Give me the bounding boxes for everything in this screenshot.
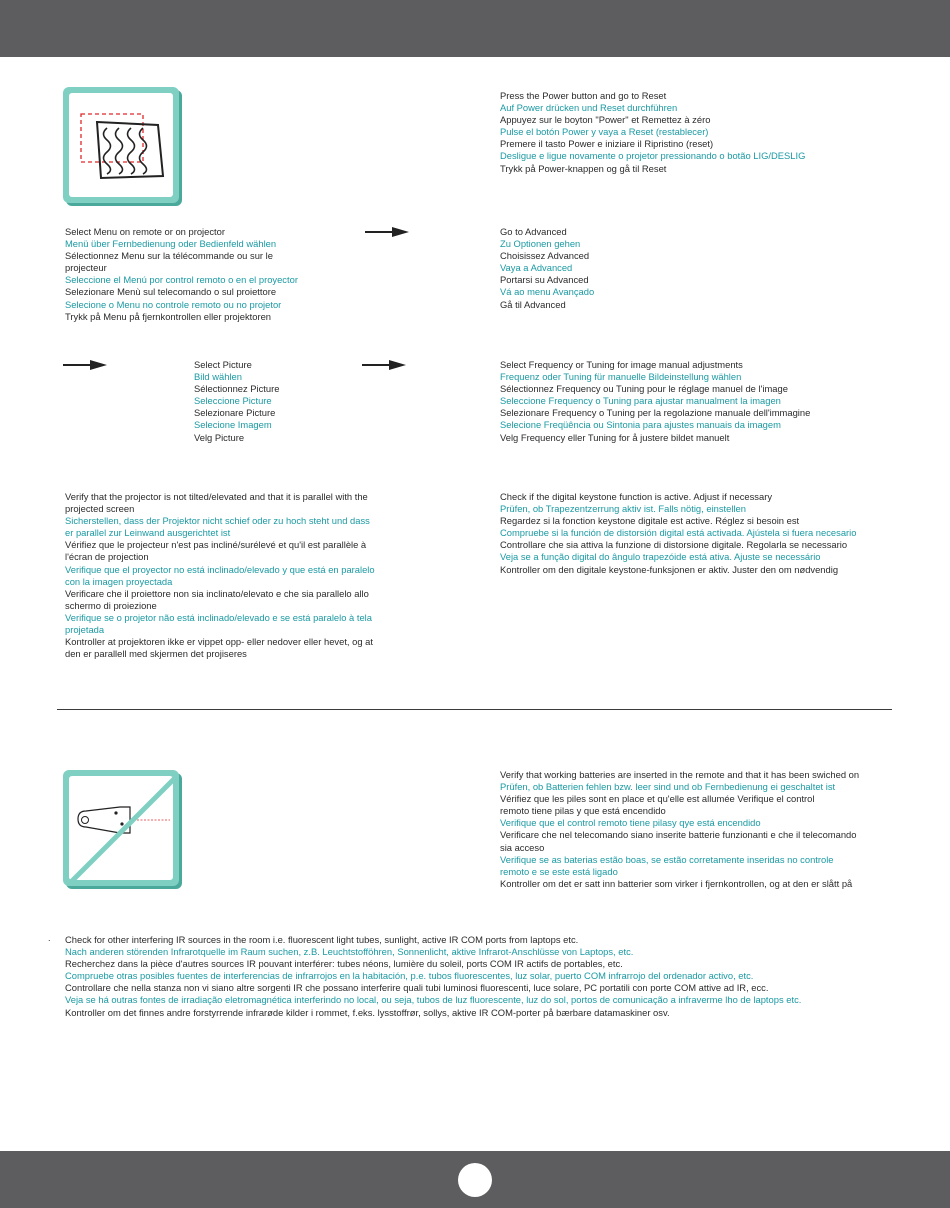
text-line: Sicherstellen, dass der Projektor nicht schief oder zu hoch steht und dass	[65, 515, 370, 527]
text-line: Menü über Fernbedienung oder Bedienfeld wählen	[65, 238, 277, 250]
text-line: sia acceso	[500, 841, 545, 853]
text-line: Bild wählen	[194, 371, 242, 383]
text-line: Trykk på Menu på fjernkontrollen eller projektoren	[65, 310, 272, 322]
text-line: Selezionare Picture	[194, 407, 276, 419]
text-line: Trykk på Power-knappen og gå til Reset	[500, 162, 667, 174]
arrow-right-icon	[364, 226, 410, 238]
text-line: Veja se a função digital do ângulo trapezóide está ativa. Ajuste se necessário	[500, 551, 821, 563]
text-line: Controllare che sia attiva la funzione di distorsione digitale. Regolarla se necessario	[500, 539, 848, 551]
text-line: Verify that working batteries are inserted in the remote and that it has been swiched on	[500, 769, 860, 780]
text-line: Verifique que el control remoto tiene pilasy qye está encendido	[500, 817, 761, 829]
crossed-remote-icon	[62, 769, 184, 891]
battery-steps	[500, 769, 859, 890]
section-divider	[57, 709, 892, 710]
arrow-right-icon	[62, 359, 108, 371]
text-line: Vérifiez que les piles sont en place et qu'elle est allumée Verifique el control	[500, 793, 815, 805]
text-line: Selezionare Menù sul telecomando o sul proiettore	[65, 286, 277, 298]
text-line: Gå til Advanced	[500, 298, 566, 310]
text-line: Check if the digital keystone function is active. Adjust if necessary	[500, 491, 773, 502]
text-line: Velg Frequency eller Tuning for å justere bildet manuelt	[500, 431, 730, 443]
text-line: Kontroller om det finnes andre forstyrrende infrarøde kilder i rommet, f.eks. lysstoffrør, sollys, aktive IR COM-porter på bærbare datamaskiner osv.	[65, 1006, 670, 1018]
text-line: Pulse el botón Power y vaya a Reset (restablecer)	[500, 126, 709, 138]
select-picture-steps	[194, 359, 279, 444]
text-line: schermo di proiezione	[65, 599, 157, 611]
text-line: Verificare che nel telecomando siano inserite batterie funzionanti e che il telecomando	[500, 829, 857, 841]
text-line: Selecione Imagem	[194, 419, 272, 431]
text-line: Check for other interfering IR sources in the room i.e. fluorescent light tubes, sunlight, active IR COM ports from laptops etc.	[65, 934, 579, 945]
text-line: den er parallell med skjermen det projiseres	[65, 648, 247, 660]
text-line: Recherchez dans la pièce d'autres sources IR pouvant interférer: tubes néons, lumière du soleil, ports COM IR actifs de portables, etc.	[65, 958, 623, 970]
verify-projector-steps	[65, 491, 375, 660]
text-line: remoto tiene pilas y que está encendido	[500, 805, 666, 817]
text-line: Regardez si la fonction keystone digitale est active. Réglez si besoin est	[500, 515, 800, 527]
text-line: Selecione Freqüência ou Sintonia para ajustes manuais da imagem	[500, 419, 781, 431]
text-line: Seleccione el Menú por control remoto o en el proyector	[65, 274, 298, 286]
text-line: l'écran de projection	[65, 551, 149, 563]
text-line: Verifique se as baterias estão boas, se estão corretamente inseridas no controle	[500, 853, 834, 865]
text-line: Zu Optionen gehen	[500, 238, 581, 250]
ir-source-steps	[65, 934, 801, 1019]
text-line: Prüfen, ob Trapezentzerrung aktiv ist. Falls nötig, einstellen	[500, 503, 746, 515]
text-line: Compruebe otras posibles fuentes de interferencias de infrarrojos en la habitación, p.e. tubos fluorescentes, luz solar, puerto COM infrarrojo del ordenador activo, etc.	[65, 970, 754, 982]
text-line: con la imagen proyectada	[65, 575, 173, 587]
text-line: Kontroller at projektoren ikke er vippet opp- eller nedover eller hevet, og at	[65, 636, 373, 648]
text-line: Go to Advanced	[500, 226, 567, 237]
text-line: Sélectionnez Frequency ou Tuning pour le réglage manuel de l'image	[500, 383, 788, 395]
text-line: Verifique que el proyector no está inclinado/elevado y que está en paralelo	[65, 563, 375, 575]
reset-steps	[500, 90, 805, 175]
text-line: Sélectionnez Picture	[194, 383, 280, 395]
text-line: Veja se há outras fontes de irradiação eletromagnética interferindo no local, ou seja, tubos de luz fluorescente, luz do sol, portos de comunicação a infraverme lho de laptops etc.	[65, 994, 802, 1006]
text-line: Verifique se o projetor não está inclinado/elevado e se está paralelo à tela	[65, 611, 372, 623]
text-line: Kontroller om det er satt inn batterier som virker i fjernkontrollen, og at den er slått på	[500, 877, 853, 889]
text-line: Prüfen, ob Batterien fehlen bzw. leer sind und ob Fernbedienung ei geschaltet ist	[500, 781, 836, 793]
text-line: Selecione o Menu no controle remoto ou no projetor	[65, 298, 282, 310]
bullet-mark: .	[48, 933, 51, 943]
text-line: Frequenz oder Tuning für manuelle Bildeinstellung wählen	[500, 371, 742, 383]
text-line: Portarsi su Advanced	[500, 274, 589, 286]
text-line: Vá ao menu Avançado	[500, 286, 595, 298]
select-menu-steps	[65, 226, 298, 323]
text-line: Choisissez Advanced	[500, 250, 590, 262]
text-line: Auf Power drücken und Reset durchführen	[500, 102, 678, 114]
text-line: Select Picture	[194, 359, 252, 370]
text-line: Press the Power button and go to Reset	[500, 90, 667, 101]
text-line: Verificare che il proiettore non sia inclinato/elevato e che sia parallelo allo	[65, 587, 369, 599]
text-line: Vaya a Advanced	[500, 262, 573, 274]
text-line: Verify that the projector is not tilted/elevated and that it is parallel with the	[65, 491, 368, 502]
text-line: Select Frequency or Tuning for image manual adjustments	[500, 359, 743, 370]
text-line: Appuyez sur le boyton "Power" et Remettez à zéro	[500, 114, 711, 126]
text-line: Selezionare Frequency o Tuning per la regolazione manuale dell'immagine	[500, 407, 811, 419]
go-advanced-steps	[500, 226, 594, 311]
text-line: er parallel zur Leinwand ausgerichtet ist	[65, 527, 231, 539]
text-line: projetada	[65, 624, 105, 636]
text-line: projecteur	[65, 262, 107, 274]
arrow-right-icon	[361, 359, 407, 371]
text-line: Seleccione Picture	[194, 395, 272, 407]
header-bar	[0, 0, 950, 57]
text-line: Sélectionnez Menu sur la télécommande ou sur le	[65, 250, 273, 262]
wavy-screen-icon	[62, 86, 184, 208]
text-line: Premere il tasto Power e iniziare il Ripristino (reset)	[500, 138, 714, 150]
text-line: Controllare che nella stanza non vi siano altre sorgenti IR che possano interferire quali tubi luminosi fluorescenti, luce solare, PC portatili con porte COM attive ad IR, ecc.	[65, 982, 769, 994]
text-line: projected screen	[65, 503, 135, 515]
text-line: Select Menu on remote or on projector	[65, 226, 225, 237]
text-line: Desligue e ligue novamente o projetor pressionando o botão LIG/DESLIG	[500, 150, 806, 162]
select-frequency-steps	[500, 359, 810, 444]
text-line: remoto e se este está ligado	[500, 865, 618, 877]
text-line: Kontroller om den digitale keystone-funksjonen er aktiv. Juster den om nødvendig	[500, 563, 839, 575]
text-line: Vérifiez que le projecteur n'est pas incliné/surélevé et qu'il est parallèle à	[65, 539, 367, 551]
text-line: Seleccione Frequency o Tuning para ajustar manualment la imagen	[500, 395, 781, 407]
keystone-steps	[500, 491, 856, 576]
text-line: Nach anderen störenden Infrarotquelle im Raum suchen, z.B. Leuchtstofföhren, Sonnenlicht, aktive Infrarot-Anschlüsse von Laptops, etc.	[65, 946, 634, 958]
text-line: Compruebe si la función de distorsión digital está activada. Ajústela si fuera necesario	[500, 527, 857, 539]
text-line: Velg Picture	[194, 431, 245, 443]
page-number-badge	[458, 1163, 492, 1197]
